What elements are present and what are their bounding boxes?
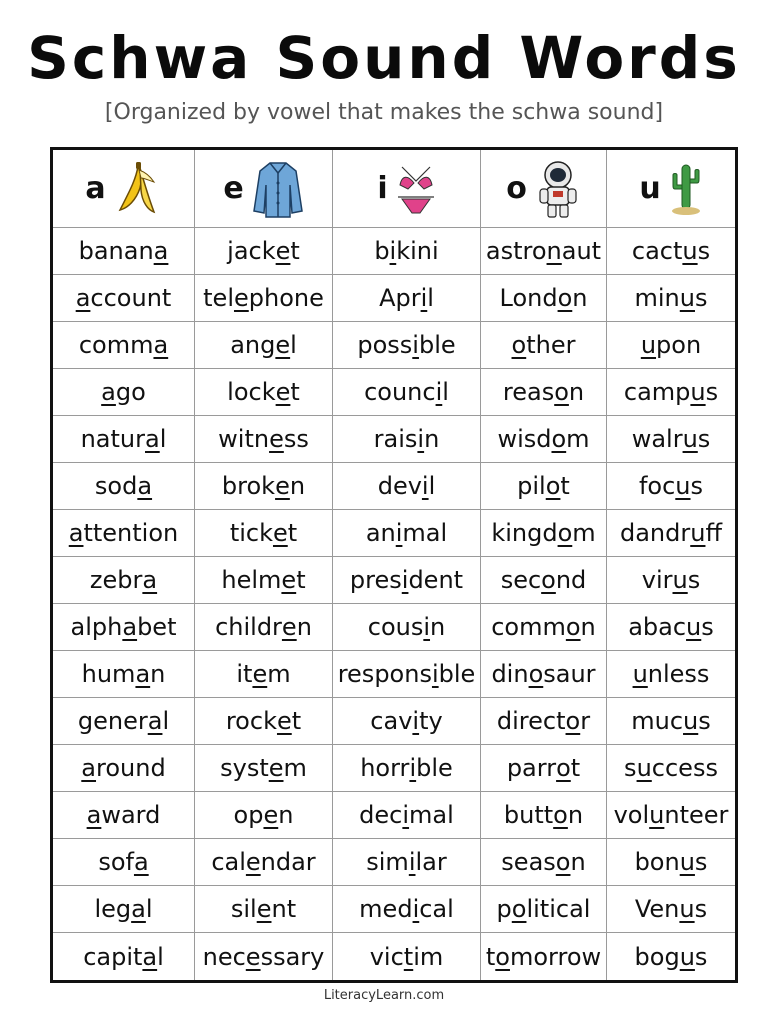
schwa-vowel: u (672, 566, 688, 594)
schwa-vowel: o (495, 942, 510, 971)
schwa-vowel: n (546, 237, 562, 265)
schwa-vowel: e (269, 425, 284, 453)
word-cell: kingd o m (481, 510, 607, 557)
schwa-vowel: a (137, 472, 153, 500)
word-cell: a go (53, 369, 195, 416)
word-cell: ang e l (195, 322, 333, 369)
word-cell: dev i l (333, 463, 481, 510)
schwa-vowel: u (675, 472, 691, 500)
schwa-vowel: e (275, 378, 291, 406)
schwa-vowel: i (402, 801, 410, 829)
schwa-vowel: e (263, 801, 279, 829)
word-cell: tel e phone (195, 275, 333, 322)
word-cell: cous i n (333, 604, 481, 651)
word-cell: walr u s (607, 416, 735, 463)
schwa-vowel: i (421, 472, 429, 500)
column-letter: o (506, 171, 527, 206)
schwa-vowel: o (557, 284, 573, 312)
word-cell: u nless (607, 651, 735, 698)
schwa-vowel: e (272, 519, 288, 547)
schwa-vowel: e (276, 707, 292, 735)
word-cell: horr i ble (333, 745, 481, 792)
schwa-vowel: i (401, 566, 409, 594)
word-cell: sim i lar (333, 839, 481, 886)
schwa-vowel: e (256, 895, 272, 923)
word-cell: zebr a (53, 557, 195, 604)
word-cell: camp u s (607, 369, 735, 416)
schwa-vowel: e (275, 331, 291, 359)
schwa-vowel: a (135, 660, 151, 688)
schwa-vowel: i (408, 848, 416, 876)
word-cell: brok e n (195, 463, 333, 510)
word-cell: helm e t (195, 557, 333, 604)
page-subtitle: [Organized by vowel that makes the schwa sound] (104, 100, 664, 125)
schwa-vowel: o (557, 519, 573, 547)
schwa-vowel: a (147, 707, 163, 735)
schwa-vowel: a (142, 942, 158, 971)
word-cell: seas o n (481, 839, 607, 886)
word-cell: butt o n (481, 792, 607, 839)
cactus-icon (669, 159, 703, 219)
schwa-vowel: o (556, 754, 571, 782)
schwa-word-table (50, 147, 738, 983)
schwa-vowel: e (245, 848, 261, 876)
word-cell: Apr i l (333, 275, 481, 322)
column-header-e (195, 150, 333, 228)
page-title: Schwa Sound Words (27, 24, 741, 92)
schwa-vowel: a (145, 425, 160, 453)
schwa-vowel: u (679, 895, 695, 923)
word-cell: comm a (53, 322, 195, 369)
schwa-vowel: i (409, 754, 417, 782)
word-cell: a ttention (53, 510, 195, 557)
word-cell: a ward (53, 792, 195, 839)
jacket-icon (252, 159, 304, 219)
word-cell: b i kini (333, 228, 481, 275)
schwa-vowel: i (395, 519, 403, 547)
word-cell: rock e t (195, 698, 333, 745)
schwa-vowel: a (81, 754, 97, 782)
schwa-vowel: o (545, 472, 561, 500)
schwa-vowel: t (403, 942, 414, 971)
schwa-vowel: u (682, 237, 698, 265)
word-cell: reas o n (481, 369, 607, 416)
column-letter: i (377, 171, 388, 206)
schwa-vowel: o (528, 660, 544, 688)
word-cell: tick e t (195, 510, 333, 557)
word-cell: gener a l (53, 698, 195, 745)
word-cell: vir u s (607, 557, 735, 604)
schwa-vowel: i (412, 707, 420, 735)
word-cell: op e n (195, 792, 333, 839)
word-cell: cact u s (607, 228, 735, 275)
schwa-vowel: i (389, 237, 397, 265)
schwa-vowel: e (252, 660, 268, 688)
word-cell: a ccount (53, 275, 195, 322)
column-header-a (53, 150, 195, 228)
word-cell: respons i ble (333, 651, 481, 698)
word-cell: min u s (607, 275, 735, 322)
word-cell: an i mal (333, 510, 481, 557)
word-cell: sec o nd (481, 557, 607, 604)
schwa-vowel: e (275, 237, 291, 265)
word-cell: Ven u s (607, 886, 735, 933)
schwa-vowel: e (245, 942, 261, 971)
word-cell: banan a (53, 228, 195, 275)
schwa-vowel: e (268, 754, 284, 782)
word-cell: dandr u ff (607, 510, 735, 557)
schwa-vowel: a (153, 331, 169, 359)
word-cell: nec e ssary (195, 933, 333, 980)
word-cell: capit a l (53, 933, 195, 980)
word-cell: med i cal (333, 886, 481, 933)
schwa-vowel: e (233, 284, 249, 312)
word-cell: jack e t (195, 228, 333, 275)
word-cell: bog u s (634, 942, 708, 971)
word-cell: comm o n (481, 604, 607, 651)
word-cell: wisd o m (481, 416, 607, 463)
word-cell: u pon (607, 322, 735, 369)
schwa-vowel: o (555, 848, 571, 876)
schwa-vowel: i (431, 660, 439, 688)
schwa-vowel: u (686, 613, 702, 641)
word-cell: natur a l (53, 416, 195, 463)
schwa-vowel: o (553, 801, 568, 829)
schwa-vowel: a (142, 566, 158, 594)
word-cell: pil o t (481, 463, 607, 510)
schwa-vowel: a (86, 801, 102, 829)
word-cell: sil e nt (195, 886, 333, 933)
column-header-o (481, 150, 607, 228)
word-cell: it e m (195, 651, 333, 698)
word-cell: cal e ndar (195, 839, 333, 886)
schwa-vowel: a (68, 519, 84, 547)
word-cell: pres i dent (333, 557, 481, 604)
word-cell: din o saur (481, 651, 607, 698)
astronaut-icon (535, 159, 581, 219)
schwa-vowel: u (679, 942, 695, 971)
schwa-vowel: u (640, 331, 657, 359)
schwa-vowel: u (683, 707, 699, 735)
word-cell: syst e m (195, 745, 333, 792)
schwa-vowel: u (690, 519, 706, 547)
schwa-vowel: u (679, 848, 695, 876)
schwa-vowel: a (101, 378, 116, 406)
word-cell: Lond o n (481, 275, 607, 322)
schwa-vowel: a (75, 284, 91, 312)
word-cell: hum a n (53, 651, 195, 698)
schwa-vowel: o (565, 613, 581, 641)
banana-icon (114, 160, 162, 218)
word-cell: s u ccess (607, 745, 735, 792)
site-credit: LiteracyLearn.com (323, 988, 445, 1003)
word-cell: cav i ty (333, 698, 481, 745)
schwa-vowel: i (417, 425, 425, 453)
schwa-vowel: u (632, 660, 648, 688)
schwa-vowel: u (679, 284, 695, 312)
word-cell: sof a (53, 839, 195, 886)
word-cell: vic t im (333, 933, 481, 980)
word-cell: witn e ss (195, 416, 333, 463)
schwa-vowel: e (281, 613, 297, 641)
schwa-vowel: a (133, 848, 149, 876)
schwa-vowel: e (281, 566, 297, 594)
word-cell: a round (53, 745, 195, 792)
word-cell: rais i n (333, 416, 481, 463)
word-cell: dec i mal (333, 792, 481, 839)
schwa-vowel: o (511, 331, 527, 359)
schwa-vowel: o (511, 895, 527, 923)
word-cell: foc u s (607, 463, 735, 510)
schwa-vowel: i (412, 895, 420, 923)
column-letter: e (223, 171, 244, 206)
word-cell: childr e n (195, 604, 333, 651)
schwa-vowel: a (153, 237, 169, 265)
schwa-vowel: o (565, 707, 581, 735)
bikini-icon (396, 159, 436, 219)
schwa-vowel: i (420, 284, 428, 312)
schwa-vowel: i (435, 378, 443, 406)
word-cell: sod a (53, 463, 195, 510)
word-cell: parr o t (481, 745, 607, 792)
word-cell: poss i ble (333, 322, 481, 369)
word-cell: muc u s (607, 698, 735, 745)
schwa-vowel: u (682, 425, 698, 453)
schwa-vowel: o (554, 378, 569, 406)
word-cell: abac u s (607, 604, 735, 651)
column-header-u (607, 150, 735, 228)
schwa-vowel: e (275, 472, 290, 500)
column-letter: u (639, 171, 661, 206)
schwa-vowel: u (690, 378, 706, 406)
schwa-vowel: a (131, 895, 146, 923)
schwa-vowel: i (423, 613, 431, 641)
schwa-vowel: o (541, 566, 556, 594)
column-letter: a (85, 171, 106, 206)
word-cell: astro n aut (481, 228, 607, 275)
word-cell: vol u nteer (607, 792, 735, 839)
schwa-vowel: u (636, 754, 652, 782)
schwa-vowel: u (649, 801, 665, 829)
word-cell: lock e t (195, 369, 333, 416)
word-cell: bon u s (607, 839, 735, 886)
schwa-vowel: i (412, 331, 419, 359)
word-cell: leg a l (53, 886, 195, 933)
word-cell: alph a bet (53, 604, 195, 651)
word-cell: counc i l (333, 369, 481, 416)
schwa-vowel: o (551, 425, 567, 453)
word-cell: t o morrow (481, 933, 607, 980)
schwa-vowel: a (122, 613, 138, 641)
column-header-i (333, 150, 481, 228)
word-cell: direct o r (481, 698, 607, 745)
word-cell: o ther (481, 322, 607, 369)
word-cell: p o litical (481, 886, 607, 933)
